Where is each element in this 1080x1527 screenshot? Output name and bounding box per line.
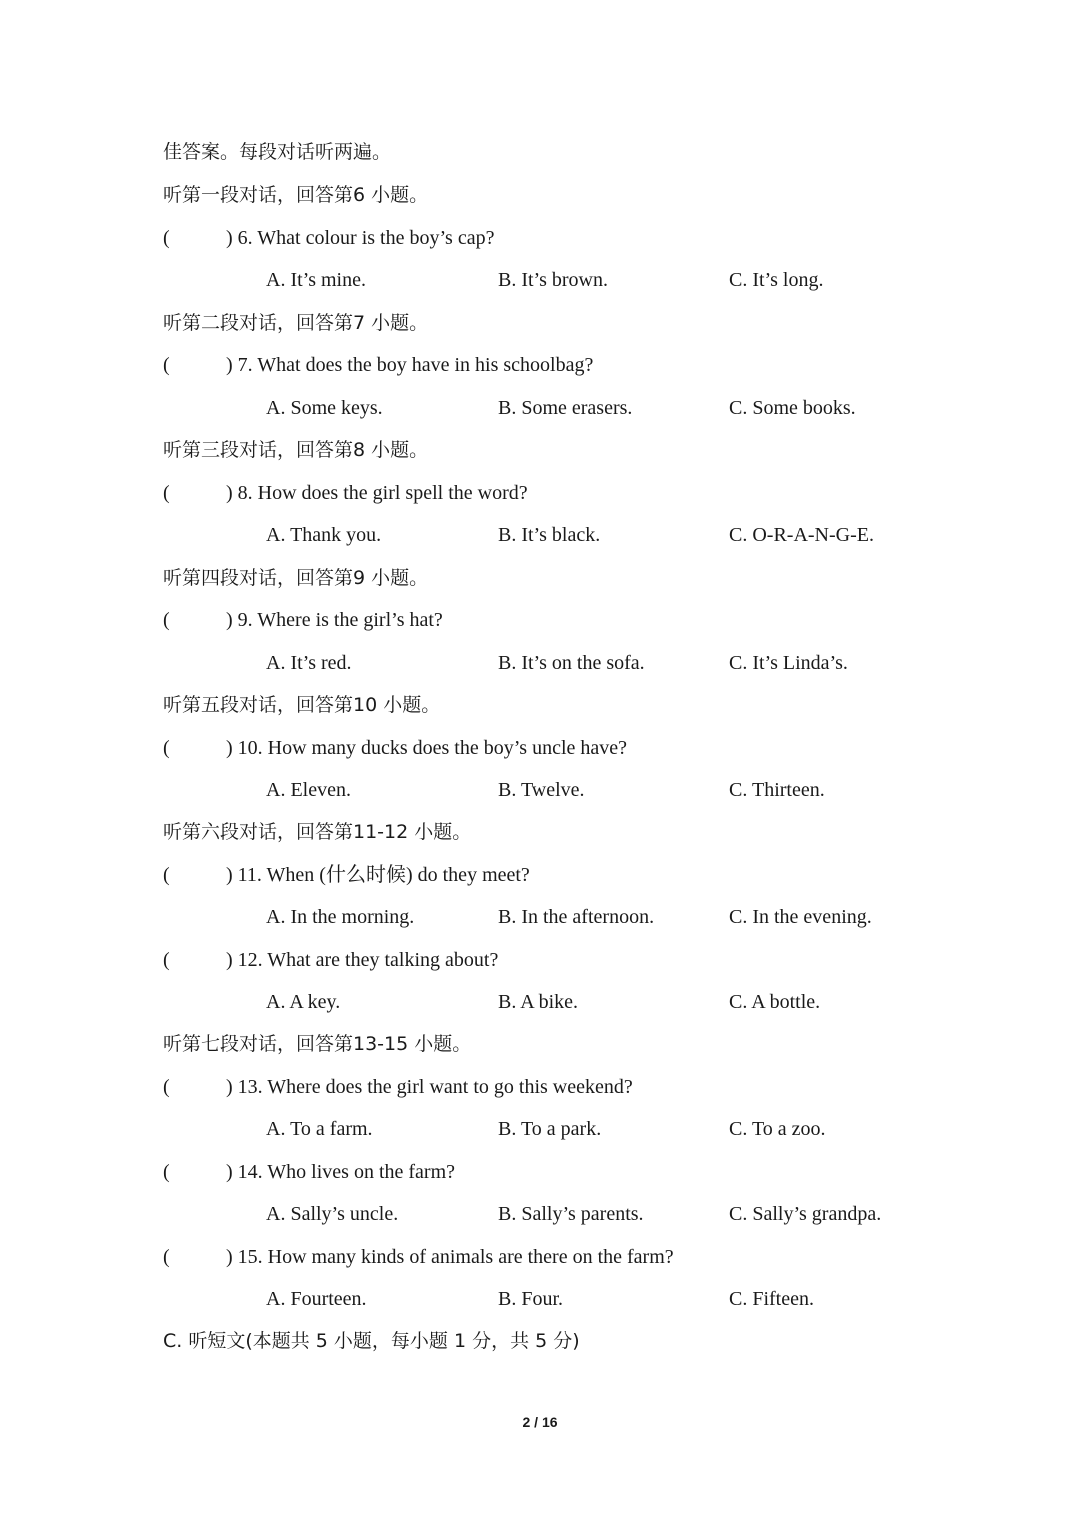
answer-blank: ( (163, 482, 170, 504)
option-c: C. It’s long. (729, 269, 824, 291)
option-c: C. It’s Linda’s. (729, 652, 848, 674)
question-text: ) 14. Who lives on the farm? (226, 1161, 456, 1183)
option-b: B. Some erasers. (498, 397, 633, 419)
option-c: C. To a zoo. (729, 1118, 826, 1140)
page-number: 2 / 16 (522, 1414, 558, 1430)
option-c: C. Sally’s grandpa. (729, 1203, 882, 1225)
answer-blank: ( (163, 1161, 170, 1183)
option-b: B. To a park. (498, 1118, 602, 1140)
option-a: A. Thank you. (266, 524, 382, 546)
option-a: A. Eleven. (266, 779, 351, 801)
section-header: 听第六段对话，回答第11-12 小题。 (163, 821, 472, 843)
option-a: A. To a farm. (266, 1118, 373, 1140)
question-text: ) 6. What colour is the boy’s cap? (226, 227, 495, 249)
question-text: ) 7. What does the boy have in his schoolbag? (226, 354, 594, 376)
option-a: A. In the morning. (266, 906, 415, 928)
question-text: ) 13. Where does the girl want to go this weekend? (226, 1076, 633, 1098)
option-c: C. In the evening. (729, 906, 872, 928)
option-b: B. A bike. (498, 991, 579, 1013)
option-a: A. It’s mine. (266, 269, 366, 291)
question-14 (0, 1151, 1080, 1193)
question-6 (0, 217, 1080, 259)
answer-blank: ( (163, 1246, 170, 1268)
answer-blank: ( (163, 949, 170, 971)
section-header: 听第三段对话，回答第8 小题。 (163, 439, 429, 461)
option-b: B. It’s on the sofa. (498, 652, 645, 674)
option-a: A. It’s red. (266, 652, 352, 674)
question-11 (0, 854, 1080, 896)
intro-tail: 佳答案。每段对话听两遍。 (163, 141, 392, 163)
section-header: 听第七段对话，回答第13-15 小题。 (163, 1033, 472, 1055)
option-a: A. Fourteen. (266, 1288, 367, 1310)
question-8 (0, 472, 1080, 514)
question-text: ) 9. Where is the girl’s hat? (226, 609, 443, 631)
option-c: C. Thirteen. (729, 779, 825, 801)
answer-blank: ( (163, 1076, 170, 1098)
option-c: C. Some books. (729, 397, 856, 419)
option-a: A. A key. (266, 991, 341, 1013)
option-b: B. Sally’s parents. (498, 1203, 644, 1225)
option-a: A. Some keys. (266, 397, 383, 419)
question-10 (0, 727, 1080, 769)
answer-blank: ( (163, 864, 170, 886)
question-text: ) 10. How many ducks does the boy’s uncle have? (226, 737, 628, 759)
section-header: 听第四段对话，回答第9 小题。 (163, 567, 429, 589)
answer-blank: ( (163, 609, 170, 631)
answer-blank: ( (163, 227, 170, 249)
option-a: A. Sally’s uncle. (266, 1203, 399, 1225)
option-c: C. A bottle. (729, 991, 821, 1013)
option-b: B. Four. (498, 1288, 564, 1310)
option-b: B. It’s black. (498, 524, 601, 546)
option-b: B. In the afternoon. (498, 906, 655, 928)
question-12 (0, 939, 1080, 981)
answer-blank: ( (163, 737, 170, 759)
option-c: C. Fifteen. (729, 1288, 814, 1310)
question-text: ) 8. How does the girl spell the word? (226, 482, 528, 504)
option-b: B. Twelve. (498, 779, 585, 801)
question-15 (0, 1236, 1080, 1278)
question-text: ) 15. How many kinds of animals are there on the farm? (226, 1246, 674, 1268)
question-13 (0, 1066, 1080, 1108)
option-b: B. It’s brown. (498, 269, 608, 291)
part-c-heading: C. 听短文(本题共 5 小题，每小题 1 分，共 5 分) (163, 1330, 580, 1352)
question-text: ) 12. What are they talking about? (226, 949, 499, 971)
question-7 (0, 344, 1080, 386)
section-header: 听第一段对话，回答第6 小题。 (163, 184, 429, 206)
answer-blank: ( (163, 354, 170, 376)
section-header: 听第二段对话，回答第7 小题。 (163, 312, 429, 334)
question-9 (0, 599, 1080, 641)
section-header: 听第五段对话，回答第10 小题。 (163, 694, 441, 716)
option-c: C. O-R-A-N-G-E. (729, 524, 874, 546)
question-text: ) 11. When (什么时候) do they meet? (226, 864, 530, 886)
